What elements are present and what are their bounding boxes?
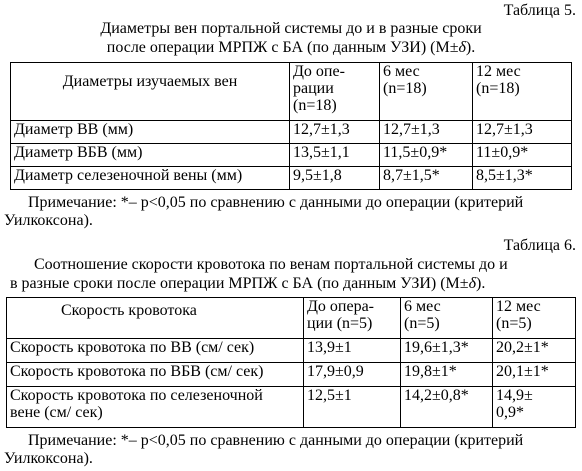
table-row <box>11 167 572 190</box>
table6-label: Таблица 6. <box>503 237 576 254</box>
cell-12m: 20,2±1* <box>493 339 576 363</box>
table6-header-col3 <box>493 298 576 339</box>
table5-header-row <box>11 63 572 121</box>
table6-header-col0: Скорость кровотока <box>7 298 304 339</box>
cell-before: 12,7±1,3 <box>290 121 380 144</box>
table-row <box>11 144 572 167</box>
table5-header-col0: Диаметры изучаемых вен <box>11 63 290 121</box>
cell-6m: 8,7±1,5* <box>380 167 473 190</box>
row-label: Диаметр ВБВ (мм) <box>11 144 290 167</box>
cell-6m: 12,7±1,3 <box>380 121 473 144</box>
cell-6m: 19,6±1,3* <box>401 339 493 363</box>
table6-header-col1-l2: ции (n=5) <box>307 315 373 332</box>
cell-12m: 20,1±1* <box>493 363 576 387</box>
cell-12m: 12,7±1,3 <box>473 121 572 144</box>
table6-title-line1: Соотношение скорости кровотока по венам портальной системы до и <box>34 256 508 273</box>
table5-note <box>4 194 578 230</box>
table6-header-col2-l2: (n=5) <box>404 315 440 332</box>
table5-label: Таблица 5. <box>503 2 576 19</box>
table6-header-col1 <box>304 298 401 339</box>
table-row <box>7 387 576 428</box>
table5-header-col1-l2: рации <box>293 80 334 97</box>
cell-6m: 11,5±0,9* <box>380 144 473 167</box>
table6-title-line2: в разные сроки после операции МРПЖ с БА (по данным УЗИ) (M±δ). <box>10 275 486 292</box>
table6 <box>6 297 576 428</box>
table5 <box>10 62 572 190</box>
table-row <box>11 121 572 144</box>
cell-before: 12,5±1 <box>304 387 401 428</box>
row-label: Диаметр ВВ (мм) <box>11 121 290 144</box>
table-row <box>7 363 576 387</box>
cell-before: 13,5±1,1 <box>290 144 380 167</box>
table5-note-line2: Уилкоксона). <box>4 212 93 229</box>
row-label: Скорость кровотока по ВВ (см/ сек) <box>7 339 304 363</box>
table6-header-col3-l2: (n=5) <box>496 315 532 332</box>
table6-note <box>4 432 578 468</box>
table6-header-row <box>7 298 576 339</box>
table5-title-line2: после операции МРПЖ с БА (по данным УЗИ) (M±δ). <box>106 39 476 56</box>
cell-before: 17,9±0,9 <box>304 363 401 387</box>
row-label: Диаметр селезеночной вены (мм) <box>11 167 290 190</box>
table5-header-col2-l1: 6 мес <box>383 63 420 80</box>
table5-header-col3-l2: (n=18) <box>476 80 520 97</box>
cell-before: 13,9±1 <box>304 339 401 363</box>
table5-header-col3 <box>473 63 572 121</box>
cell-12m <box>493 387 576 428</box>
cell-6m: 19,8±1* <box>401 363 493 387</box>
cell-12m: 11±0,9* <box>473 144 572 167</box>
cell-12m-line2: 0,9* <box>496 404 524 421</box>
cell-before: 9,5±1,8 <box>290 167 380 190</box>
table5-header-col2-l2: (n=18) <box>383 80 427 97</box>
table5-header-col2 <box>380 63 473 121</box>
table6-note-line2: Уилкоксона). <box>4 450 93 467</box>
table5-header-col1 <box>290 63 380 121</box>
row-label: Скорость кровотока по ВБВ (см/ сек) <box>7 363 304 387</box>
table5-header-col1-l3: (n=18) <box>293 97 337 114</box>
row-label-line1: Скорость кровотока по селезеночной <box>10 387 263 404</box>
table5-title-line1: Диаметры вен портальной системы до и в разные сроки <box>100 20 482 37</box>
table5-note-line1: Примечание: *– p<0,05 по сравнению с данными до операции (критерий <box>28 194 524 211</box>
row-label <box>7 387 304 428</box>
cell-6m: 14,2±0,8* <box>401 387 493 428</box>
table6-header-col2-l1: 6 мес <box>404 298 441 315</box>
table-row <box>7 339 576 363</box>
cell-12m-line1: 14,9± <box>496 387 533 404</box>
cell-12m: 8,5±1,3* <box>473 167 572 190</box>
row-label-line2: вене (см/ сек) <box>10 404 103 421</box>
table5-header-col1-l1: До опе- <box>293 63 345 80</box>
table6-header-col1-l1: До опера- <box>307 298 375 315</box>
table6-note-line1: Примечание: *– p<0,05 по сравнению с данными до операции (критерий <box>28 432 524 449</box>
table6-header-col2 <box>401 298 493 339</box>
table6-header-col3-l1: 12 мес <box>496 298 541 315</box>
table5-header-col3-l1: 12 мес <box>476 63 521 80</box>
